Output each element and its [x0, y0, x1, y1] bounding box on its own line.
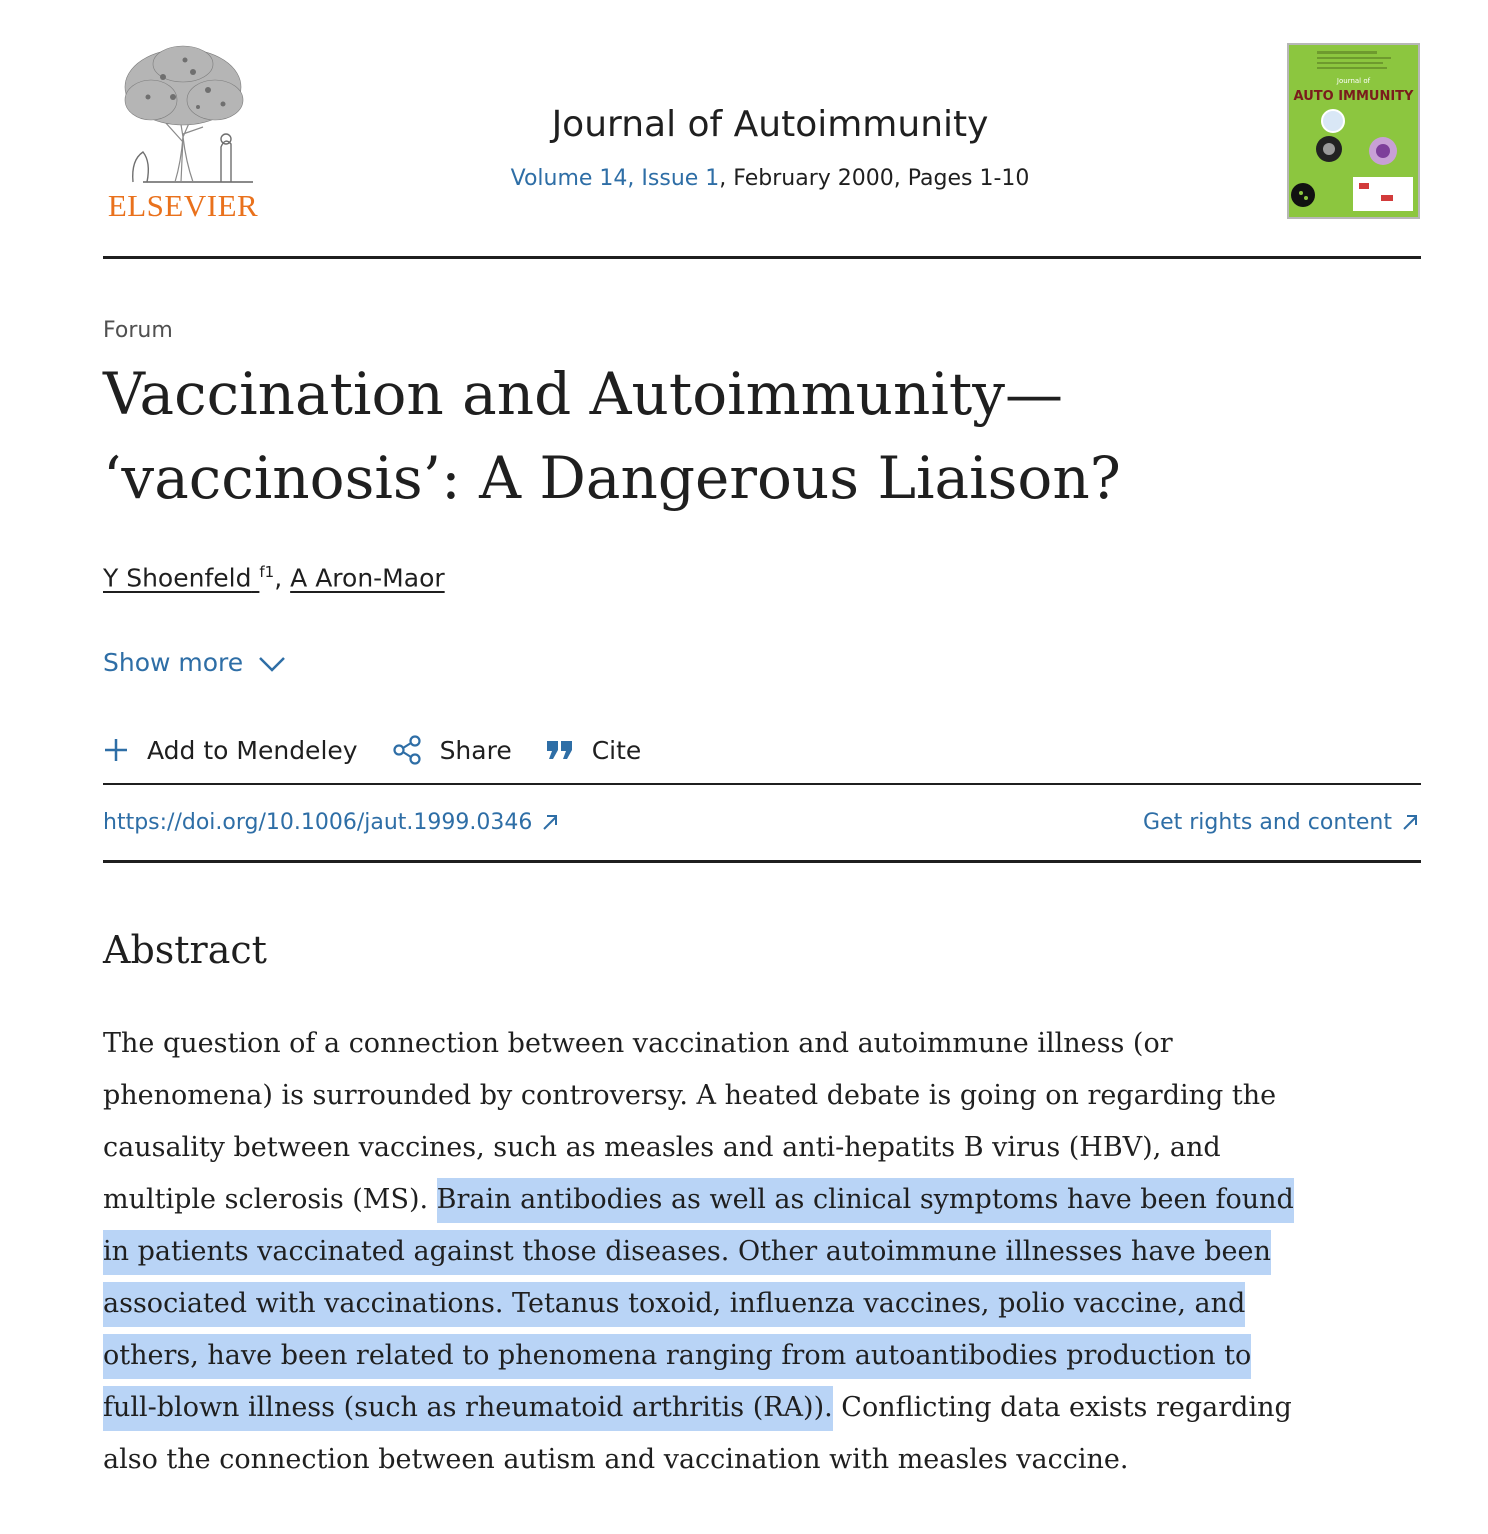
add-to-mendeley-button[interactable]	[103, 736, 358, 765]
doi-text: https://doi.org/10.1006/jaut.1999.0346	[103, 810, 533, 835]
selected-text: Brain antibodies as well as clinical symptoms have been found	[437, 1178, 1294, 1223]
author-link-shoenfeld[interactable]	[103, 563, 259, 592]
show-more-label: Show more	[103, 648, 244, 677]
article-title-line-2: ‘vaccinosis’: A Dangerous Liaison?	[103, 444, 1121, 512]
add-to-mendeley-label: Add to Mendeley	[147, 735, 358, 765]
header-divider	[103, 256, 1421, 259]
cover-subtitle: Journal of	[1336, 77, 1371, 85]
external-link-arrow-icon	[1400, 812, 1420, 832]
article-title	[103, 352, 1203, 520]
abstract-line	[103, 1330, 1433, 1382]
quote-icon	[546, 739, 574, 761]
abstract-text-run: phenomena) is surrounded by controversy. A heated debate is going on regarding the	[103, 1080, 1277, 1111]
abstract-text-run: Conflicting data exists regarding	[832, 1392, 1292, 1423]
share-label: Share	[439, 735, 512, 765]
abstract-line	[103, 1174, 1433, 1226]
abstract-line	[103, 1070, 1433, 1122]
issue-date-pages: , February 2000, Pages 1-10	[719, 166, 1030, 191]
selected-text: full-blown illness (such as rheumatoid arthritis (RA)).	[103, 1386, 833, 1431]
abstract-text-run: causality between vaccines, such as measles and anti-hepatits B virus (HBV), and	[103, 1132, 1221, 1163]
abstract-line	[103, 1434, 1433, 1486]
abstract-text-run: multiple sclerosis (MS).	[103, 1184, 437, 1215]
selected-text: in patients vaccinated against those diseases. Other autoimmune illnesses have been	[103, 1230, 1271, 1275]
article-toolbar	[103, 730, 675, 770]
get-rights-link[interactable]	[1090, 810, 1420, 835]
author-name: A Aron-Maor	[290, 563, 445, 593]
author-list	[103, 563, 445, 592]
journal-title[interactable]: Journal of Autoimmunity	[551, 104, 989, 145]
cover-title: AUTO IMMUNITY	[1293, 89, 1414, 104]
author-name: Y Shoenfeld	[103, 563, 252, 593]
article-title-line-1: Vaccination and Autoimmunity—	[103, 360, 1064, 428]
selected-text: associated with vaccinations. Tetanus toxoid, influenza vaccines, polio vaccine, and	[103, 1282, 1245, 1327]
abstract-text-run: The question of a connection between vaccination and autoimmune illness (or	[103, 1028, 1173, 1059]
author-link-aron-maor[interactable]	[290, 563, 445, 592]
toolbar-divider	[103, 783, 1421, 785]
author-footnote-marker[interactable]: f1	[259, 563, 275, 581]
abstract-heading: Abstract	[103, 928, 267, 972]
cite-label: Cite	[591, 735, 642, 765]
selected-text: others, have been related to phenomena ranging from autoantibodies production to	[103, 1334, 1251, 1379]
issue-link[interactable]: Volume 14, Issue 1	[510, 166, 720, 191]
cover-artwork-icon	[1289, 45, 1418, 217]
share-icon	[392, 735, 422, 765]
elsevier-wordmark: ELSEVIER	[107, 188, 259, 223]
abstract-line	[103, 1018, 1433, 1070]
external-link-arrow-icon	[540, 812, 560, 832]
abstract-line	[103, 1122, 1433, 1174]
abstract-line	[103, 1226, 1433, 1278]
abstract-line	[103, 1278, 1433, 1330]
author-separator: ,	[274, 563, 291, 593]
chevron-down-icon	[257, 654, 287, 674]
abstract-text	[103, 1018, 1433, 1486]
article-type-label: Forum	[103, 318, 173, 343]
links-divider	[103, 860, 1421, 863]
journal-cover-image[interactable]	[1287, 43, 1420, 219]
plus-icon	[103, 737, 129, 763]
doi-link[interactable]	[103, 810, 560, 835]
cite-button[interactable]	[546, 736, 642, 765]
journal-issue-info	[420, 166, 1120, 191]
get-rights-text: Get rights and content	[1143, 810, 1392, 835]
abstract-line	[103, 1382, 1433, 1434]
abstract-text-run: also the connection between autism and vaccination with measles vaccine.	[103, 1444, 1129, 1475]
elsevier-tree-icon	[103, 42, 263, 187]
share-button[interactable]	[392, 735, 512, 765]
show-more-button[interactable]	[103, 648, 287, 677]
